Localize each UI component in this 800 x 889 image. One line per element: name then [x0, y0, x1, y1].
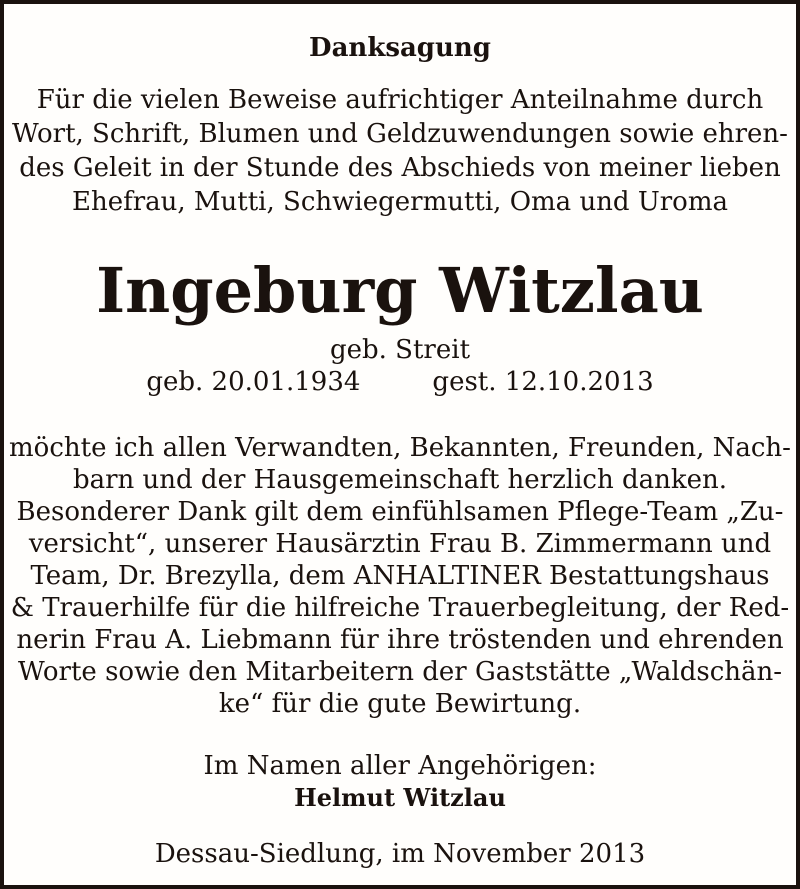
intro-line: Für die vielen Beweise aufrichtiger Anteilnahme durch	[36, 85, 764, 115]
body-line: Besonderer Dank gilt dem einfühlsamen Pflege-Team „Zu-	[16, 497, 784, 527]
death-date: gest. 12.10.2013	[432, 367, 654, 397]
body-line: barn und der Hausgemeinschaft herzlich danken.	[72, 465, 728, 495]
birth-date: geb. 20.01.1934	[146, 367, 361, 397]
place-date: Dessau-Siedlung, im November 2013	[154, 839, 646, 869]
intro-line: Wort, Schrift, Blumen und Geldzuwendungen sowie ehren-	[12, 119, 788, 149]
body-line: & Trauerhilfe für die hilfreiche Trauerbegleitung, der Red-	[10, 593, 790, 623]
body-line: ke“ für die gute Bewirtung.	[218, 689, 582, 719]
signature-name: Helmut Witzlau	[294, 783, 506, 812]
signature-intro: Im Namen aller Angehörigen:	[203, 751, 597, 781]
body-line: möchte ich allen Verwandten, Bekannten, Freunden, Nach-	[9, 433, 791, 463]
body-line: nerin Frau A. Liebmann für ihre tröstenden und ehrenden	[16, 625, 784, 655]
intro-line: Ehefrau, Mutti, Schwiegermutti, Oma und Uroma	[71, 187, 728, 217]
deceased-name: Ingeburg Witzlau	[96, 254, 704, 327]
intro-line: des Geleit in der Stunde des Abschieds von meiner lieben	[19, 153, 781, 183]
maiden-name: geb. Streit	[329, 335, 471, 365]
body-line: Team, Dr. Brezylla, dem ANHALTINER Bestattungshaus	[30, 561, 770, 591]
body-line: versicht“, unserer Hausärztin Frau B. Zimmermann und	[28, 529, 772, 559]
life-dates	[4, 366, 796, 398]
notice-heading: Danksagung	[309, 33, 491, 63]
body-line: Worte sowie den Mitarbeitern der Gaststätte „Waldschän-	[17, 657, 783, 687]
